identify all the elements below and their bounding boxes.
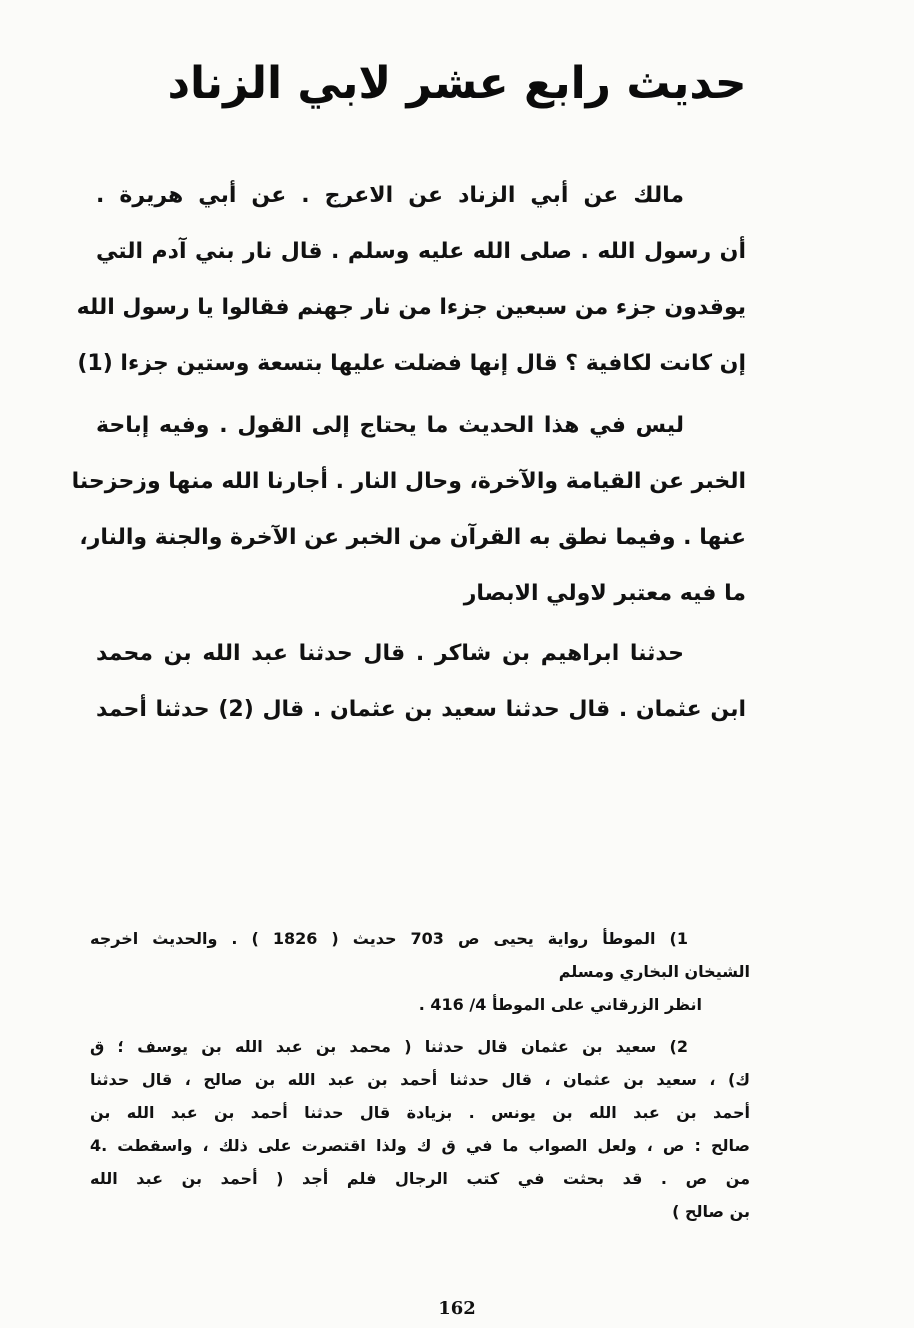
footnote-line: الشيخان البخاري ومسلم <box>558 962 750 981</box>
paragraph-commentary <box>71 398 746 622</box>
footnote-line: من ص . قد بحثت في كتب الرجال فلم أجد ( أحمد بن عبد الله <box>90 1169 750 1188</box>
chapter-title: حديث رابع عشر لابي الزناد <box>167 58 747 109</box>
text-line: يوقدون جزء من سبعين جزءا من نار جهنم فقالوا يا رسول الله <box>76 295 746 320</box>
text-line: إن كانت لكافية ؟ قال إنها فضلت عليها بتسعة وستين جزءا (1) <box>77 351 746 376</box>
footnote-line: 2) سعيد بن عثمان قال حدثنا ( محمد بن عبد الله بن يوسف ؛ ق <box>90 1037 688 1056</box>
text-line: ما فيه معتبر لاولي الابصار <box>463 581 746 606</box>
footnote-line: صالح : ص ، ولعل الصواب ما في ق ك ولذا اقتصرت على ذلك ، واسقطت .4 <box>90 1136 750 1155</box>
text-line: ليس في هذا الحديث ما يحتاج إلى القول . وفيه إباحة <box>96 413 684 438</box>
text-line: عنها . وفيما نطق به القرآن من الخبر عن الآخرة والجنة والنار، <box>79 525 746 550</box>
text-line: الخبر عن القيامة والآخرة، وحال النار . أجارنا الله منها وزحزحنا <box>71 469 746 494</box>
footnote-line: أحمد بن عبد الله بن يونس . بزيادة قال حدثنا أحمد بن عبد الله بن <box>90 1103 750 1122</box>
footnote-2 <box>90 1030 750 1228</box>
paragraph-isnad <box>96 626 746 738</box>
text-line: أن رسول الله . صلى الله عليه وسلم . قال نار بني آدم التي <box>96 239 746 264</box>
footnote-1 <box>90 922 750 1021</box>
text-line: ابن عثمان . قال حدثنا سعيد بن عثمان . قال (2) حدثنا أحمد <box>96 697 746 722</box>
paragraph-hadith-text <box>76 168 746 392</box>
footnote-line: 1) الموطأ رواية يحيى ص 703 حديث ( 1826 ) . والحديث اخرجه <box>90 929 689 948</box>
text-line: مالك عن أبي الزناد عن الاعرج . عن أبي هريرة . <box>96 183 684 208</box>
footnote-line: بن صالح ) <box>672 1202 750 1221</box>
page-number: 162 <box>438 1298 476 1319</box>
footnote-line: انظر الزرقاني على الموطأ 4/ 416 . <box>418 995 702 1014</box>
footnote-line: ك) ، سعيد بن عثمان ، قال حدثنا أحمد بن عبد الله بن صالح ، قال حدثنا <box>90 1070 750 1089</box>
text-line: حدثنا ابراهيم بن شاكر . قال حدثنا عبد الله بن محمد <box>96 641 684 666</box>
